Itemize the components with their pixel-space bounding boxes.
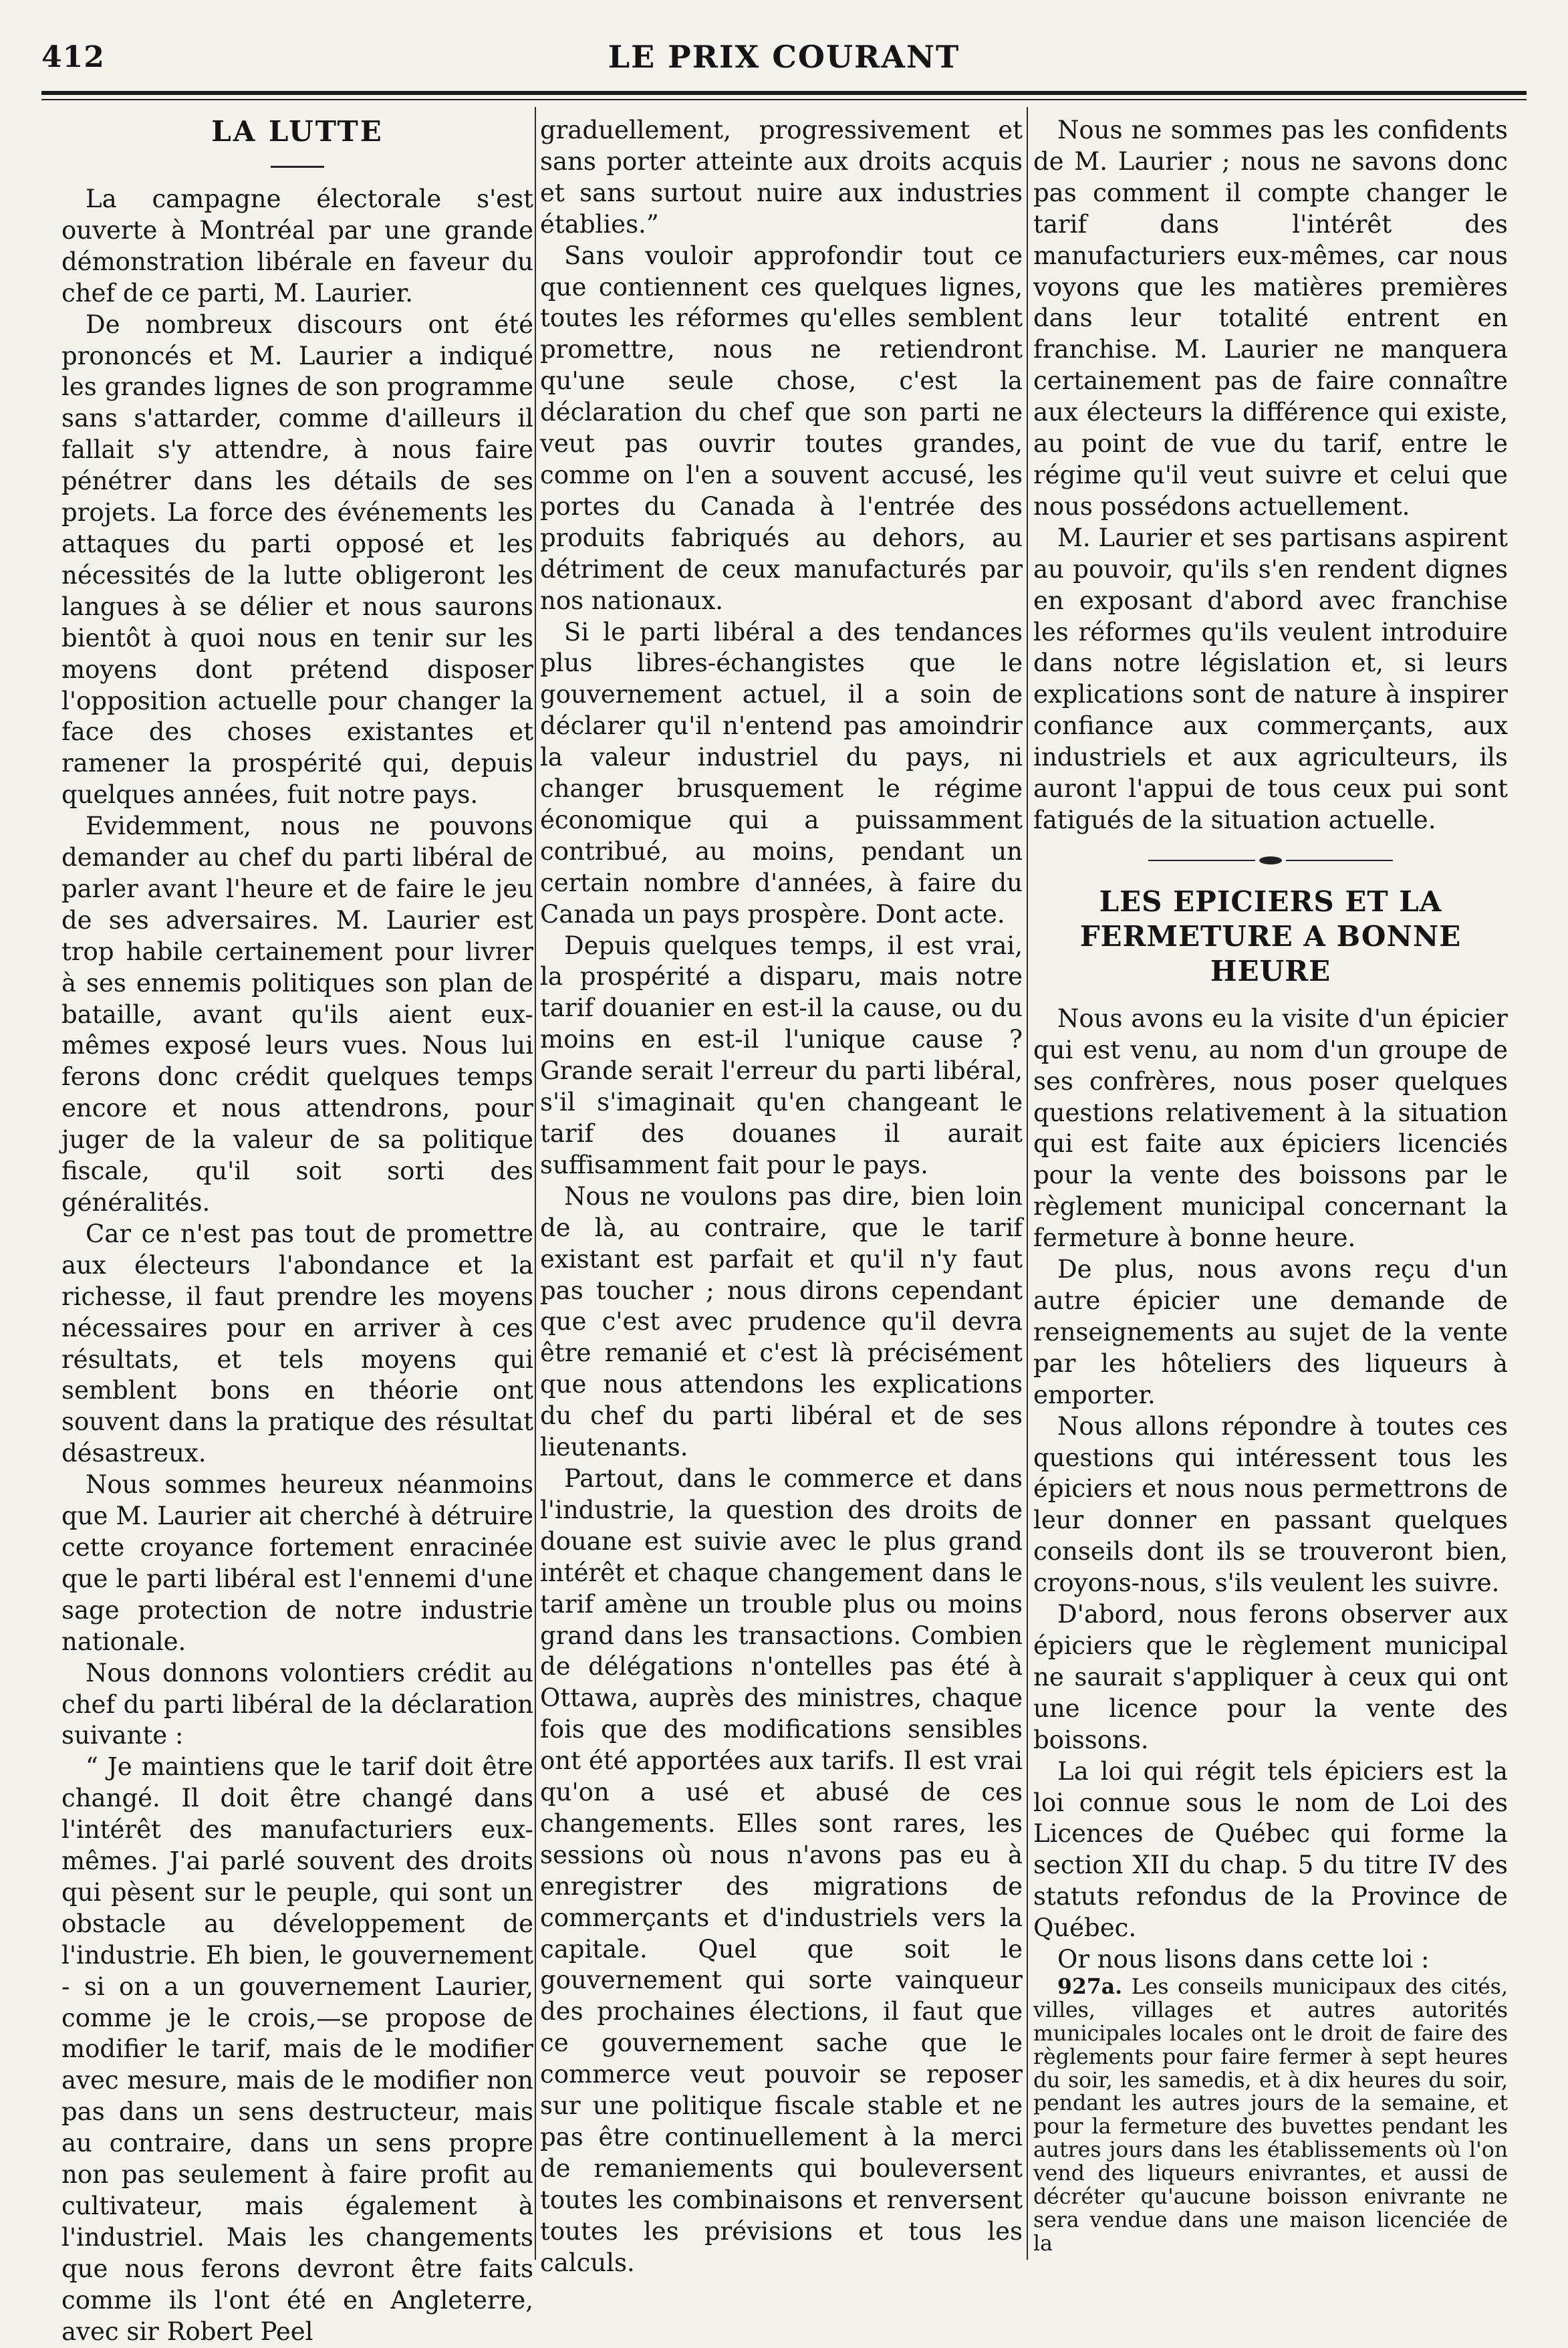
law-excerpt [1033, 1976, 1508, 2256]
article-paragraph: Nous allons répondre à toutes ces questions qui intéressent tous les épiciers et nous nous permettrons de leur donner en passant quelques conseils dont ils se trouveront bien, croyons-nous, s'ils veulent les suivre. [1033, 1411, 1508, 1598]
column-1 [61, 115, 533, 2346]
page-number: 412 [41, 40, 105, 74]
article-paragraph: Nous ne sommes pas les confidents de M. Laurier ; nous ne savons donc pas comment il compte changer le tarif dans l'intérêt des manufacturiers eux-mêmes, car nous voyons que les matières premières dans leur totalité entrent en franchise. M. Laurier ne manquera certainement pas de faire connaître aux électeurs la différence qui existe, au point de vue du tarif, entre le régime qu'il veut suivre et celui que nous possédons actuellement. [1033, 116, 1508, 521]
title-rule [271, 166, 324, 168]
article-paragraph: Nous sommes heureux néanmoins que M. Laurier ait cherché à détruire cette croyance fortement enracinée que le parti libéral est l'ennemi d'une sage protection de notre industrie nationale. [61, 1470, 533, 1656]
article-paragraph: La loi qui régit tels épiciers est la loi connue sous le nom de Loi des Licences de Québec qui forme la section XII du chap. 5 du titre IV des statuts refondus de la Province de Québec. [1033, 1756, 1508, 1943]
article-paragraph: La campagne électorale s'est ouverte à Montréal par une grande démonstration libérale en faveur du chef de ce parti, M. Laurier. [61, 185, 533, 308]
article-paragraph: Sans vouloir approfondir tout ce que contiennent ces quelques lignes, toutes les réformes qu'elles semblent promettre, nous ne retiendront qu'une seule chose, c'est la déclaration du chef que son parti ne veut pas ouvrir toutes grandes, comme on l'en a souvent accusé, les portes du Canada à l'entrée des produits fabriqués au dehors, au détriment de ceux manufacturés par nos nationaux. [540, 241, 1023, 615]
header-rule-thick [41, 91, 1527, 95]
article-paragraph: Nous ne voulons pas dire, bien loin de là, au contraire, que le tarif existant est parfait et qu'il n'y faut pas toucher ; nous dirons cependant que c'est avec prudence qu'il devra être remanié et c'est là précisément que nous attendons les explications du chef du parti libéral et de ses lieutenants. [540, 1181, 1023, 1462]
column-2 [540, 115, 1023, 2277]
separator-ornament-icon [1259, 856, 1282, 864]
separator-line [1286, 860, 1393, 861]
article-paragraph: De plus, nous avons reçu d'un autre épicier une demande de renseignements au sujet de la vente par les hôteliers des liqueurs à emporter. [1033, 1255, 1508, 1409]
article-paragraph: De nombreux discours ont été prononcés et M. Laurier a indiqué les grandes lignes de son programme sans s'attarder, comme d'ailleurs il fallait s'y attendre, à nous faire pénétrer dans les détails de ses projets. La force des événements les attaques du parti opposé et les nécessités de la lutte obligeront les langues à se délier et nous saurons bientôt à quoi nous en tenir sur les moyens dont prétend disposer l'opposition actuelle pour changer la face des choses existantes et ramener la prospérité qui, depuis quelques années, fuit notre pays. [61, 310, 533, 810]
journal-title: LE PRIX COURANT [608, 39, 960, 75]
article-paragraph: Depuis quelques temps, il est vrai, la prospérité a disparu, mais notre tarif douanier en est-il la cause, ou du moins en est-il l'unique cause ? Grande serait l'erreur du parti libéral, s'il s'imaginait qu'en changeant le tarif des douanes il aurait suffisamment fait pour le pays. [540, 931, 1023, 1179]
separator-line [1148, 860, 1255, 861]
quotation-paragraph: “ Je maintiens que le tarif doit être changé. Il doit être changé dans l'intérêt des manufacturiers eux-mêmes. J'ai parlé souvent des droits qui pèsent sur le peuple, qui sont un obstacle au développement de l'industrie. Eh bien, le gouvernement - si on a un gouvernement Laurier, comme je le crois,—se propose de modifier le tarif, mais de le modifier avec mesure, mais de le modifier non pas dans un sens destructeur, mais au contraire, dans un sens propre non pas seulement à faire profit au cultivateur, mais également à l'industriel. Mais les changements que nous ferons devront être faits comme ils l'ont été en Angleterre, avec sir Robert Peel [61, 1752, 533, 2346]
article-paragraph: graduellement, progressivement et sans porter atteinte aux droits acquis et sans surtout nuire aux industries établies.” [540, 116, 1023, 239]
column-divider [535, 107, 536, 2260]
article-paragraph: M. Laurier et ses partisans aspirent au pouvoir, qu'ils s'en rendent dignes en exposant d'abord avec franchise les réformes qu'ils veulent introduire dans notre législation et, si leurs explications sont de nature à inspirer confiance aux commerçants, aux industriels et aux agriculteurs, ils auront l'appui de tous ceux pui sont fatigués de la situation actuelle. [1033, 523, 1508, 834]
page-header [41, 39, 1527, 86]
column-divider [1027, 107, 1028, 2260]
article-paragraph: Si le parti libéral a des tendances plus libres-échangistes que le gouvernement actuel, il a soin de déclarer qu'il n'entend pas amoindrir la valeur industriel du pays, ni changer brusquement le régime économique qui a puissamment contribué, au moins, pendant un certain nombre d'années, à faire du Canada un pays prospère. Dont acte. [540, 617, 1023, 929]
article-title: LA LUTTE [211, 115, 384, 148]
article-paragraph: Partout, dans le commerce et dans l'industrie, la question des droits de douane est suivie avec le plus grand intérêt et chaque changement dans le tarif amène un trouble plus ou moins grand dans les transactions. Combien de délégations n'ontelles pas été à Ottawa, auprès des ministres, chaque fois que des modifications sensibles ont été apportées aux tarifs. Il est vrai qu'on a usé et abusé de ces changements. Elles sont rares, les sessions où nous n'avons pas eu à enregistrer des migrations de commerçants et d'industriels vers la capitale. Quel que soit le gouvernement qui sorte vainqueur des prochaines élections, il faut que ce gouvernement sache que le commerce veut pouvoir se reposer sur une politique fiscale stable et ne pas être continuellement à la merci de remaniements qui bouleversent toutes les combinaisons et renversent toutes les prévisions et tous les calculs. [540, 1463, 1023, 2277]
law-text: Les conseils municipaux des cités, villes, villages et autres autorités municipales locales ont le droit de faire des règlements pour faire fermer à sept heures du soir, les samedis, et à dix heures du soir, pendant les autres jours de la semaine, et pour la fermeture des buvettes pendant les autres jours dans les établissements où l'on vend des liqueurs enivrantes, et aussi de décréter qu'aucune boisson enivrante ne sera vendue dans une maison licenciée de la [1033, 1974, 1508, 2256]
column-3 [1033, 115, 1508, 2256]
article-paragraph: Car ce n'est pas tout de promettre aux électeurs l'abondance et la richesse, il faut prendre les moyens nécessaires pour en arriver à ces résultats, et tels moyens qui semblent bons en théorie ont souvent dans la pratique des résultat désastreux. [61, 1219, 533, 1468]
article-paragraph: Evidemment, nous ne pouvons demander au chef du parti libéral de parler avant l'heure et de faire le jeu de ses adversaires. M. Laurier est trop habile certainement pour livrer à ses ennemis politiques son plan de bataille, avant qu'ils aient eux-mêmes exposé leurs vues. Nous lui ferons donc crédit quelques temps encore et nous attendrons, pour juger de la valeur de sa politique fiscale, qu'il soit sorti des généralités. [61, 812, 533, 1217]
header-rule-thin [41, 99, 1527, 100]
article-paragraph: D'abord, nous ferons observer aux épiciers que le règlement municipal ne saurait s'appliquer à ceux qui ont une licence pour la vente des boissons. [1033, 1600, 1508, 1754]
section-separator [1033, 840, 1508, 881]
article-paragraph: Nous avons eu la visite d'un épicier qui est venu, au nom d'un groupe de ses confrères, nous poser quelques questions relativement à la situation qui est faite aux épiciers licenciés pour la vente des boissons par le règlement municipal concernant la fermeture à bonne heure. [1033, 1004, 1508, 1253]
article-title: LES EPICIERS ET LA FERMETURE A BONNE HEURE [1079, 885, 1462, 987]
law-number: 927a. [1057, 1974, 1123, 1999]
article-paragraph: Nous donnons volontiers crédit au chef du parti libéral de la déclaration suivante : [61, 1658, 533, 1750]
article-paragraph: Or nous lisons dans cette loi : [1057, 1945, 1430, 1974]
